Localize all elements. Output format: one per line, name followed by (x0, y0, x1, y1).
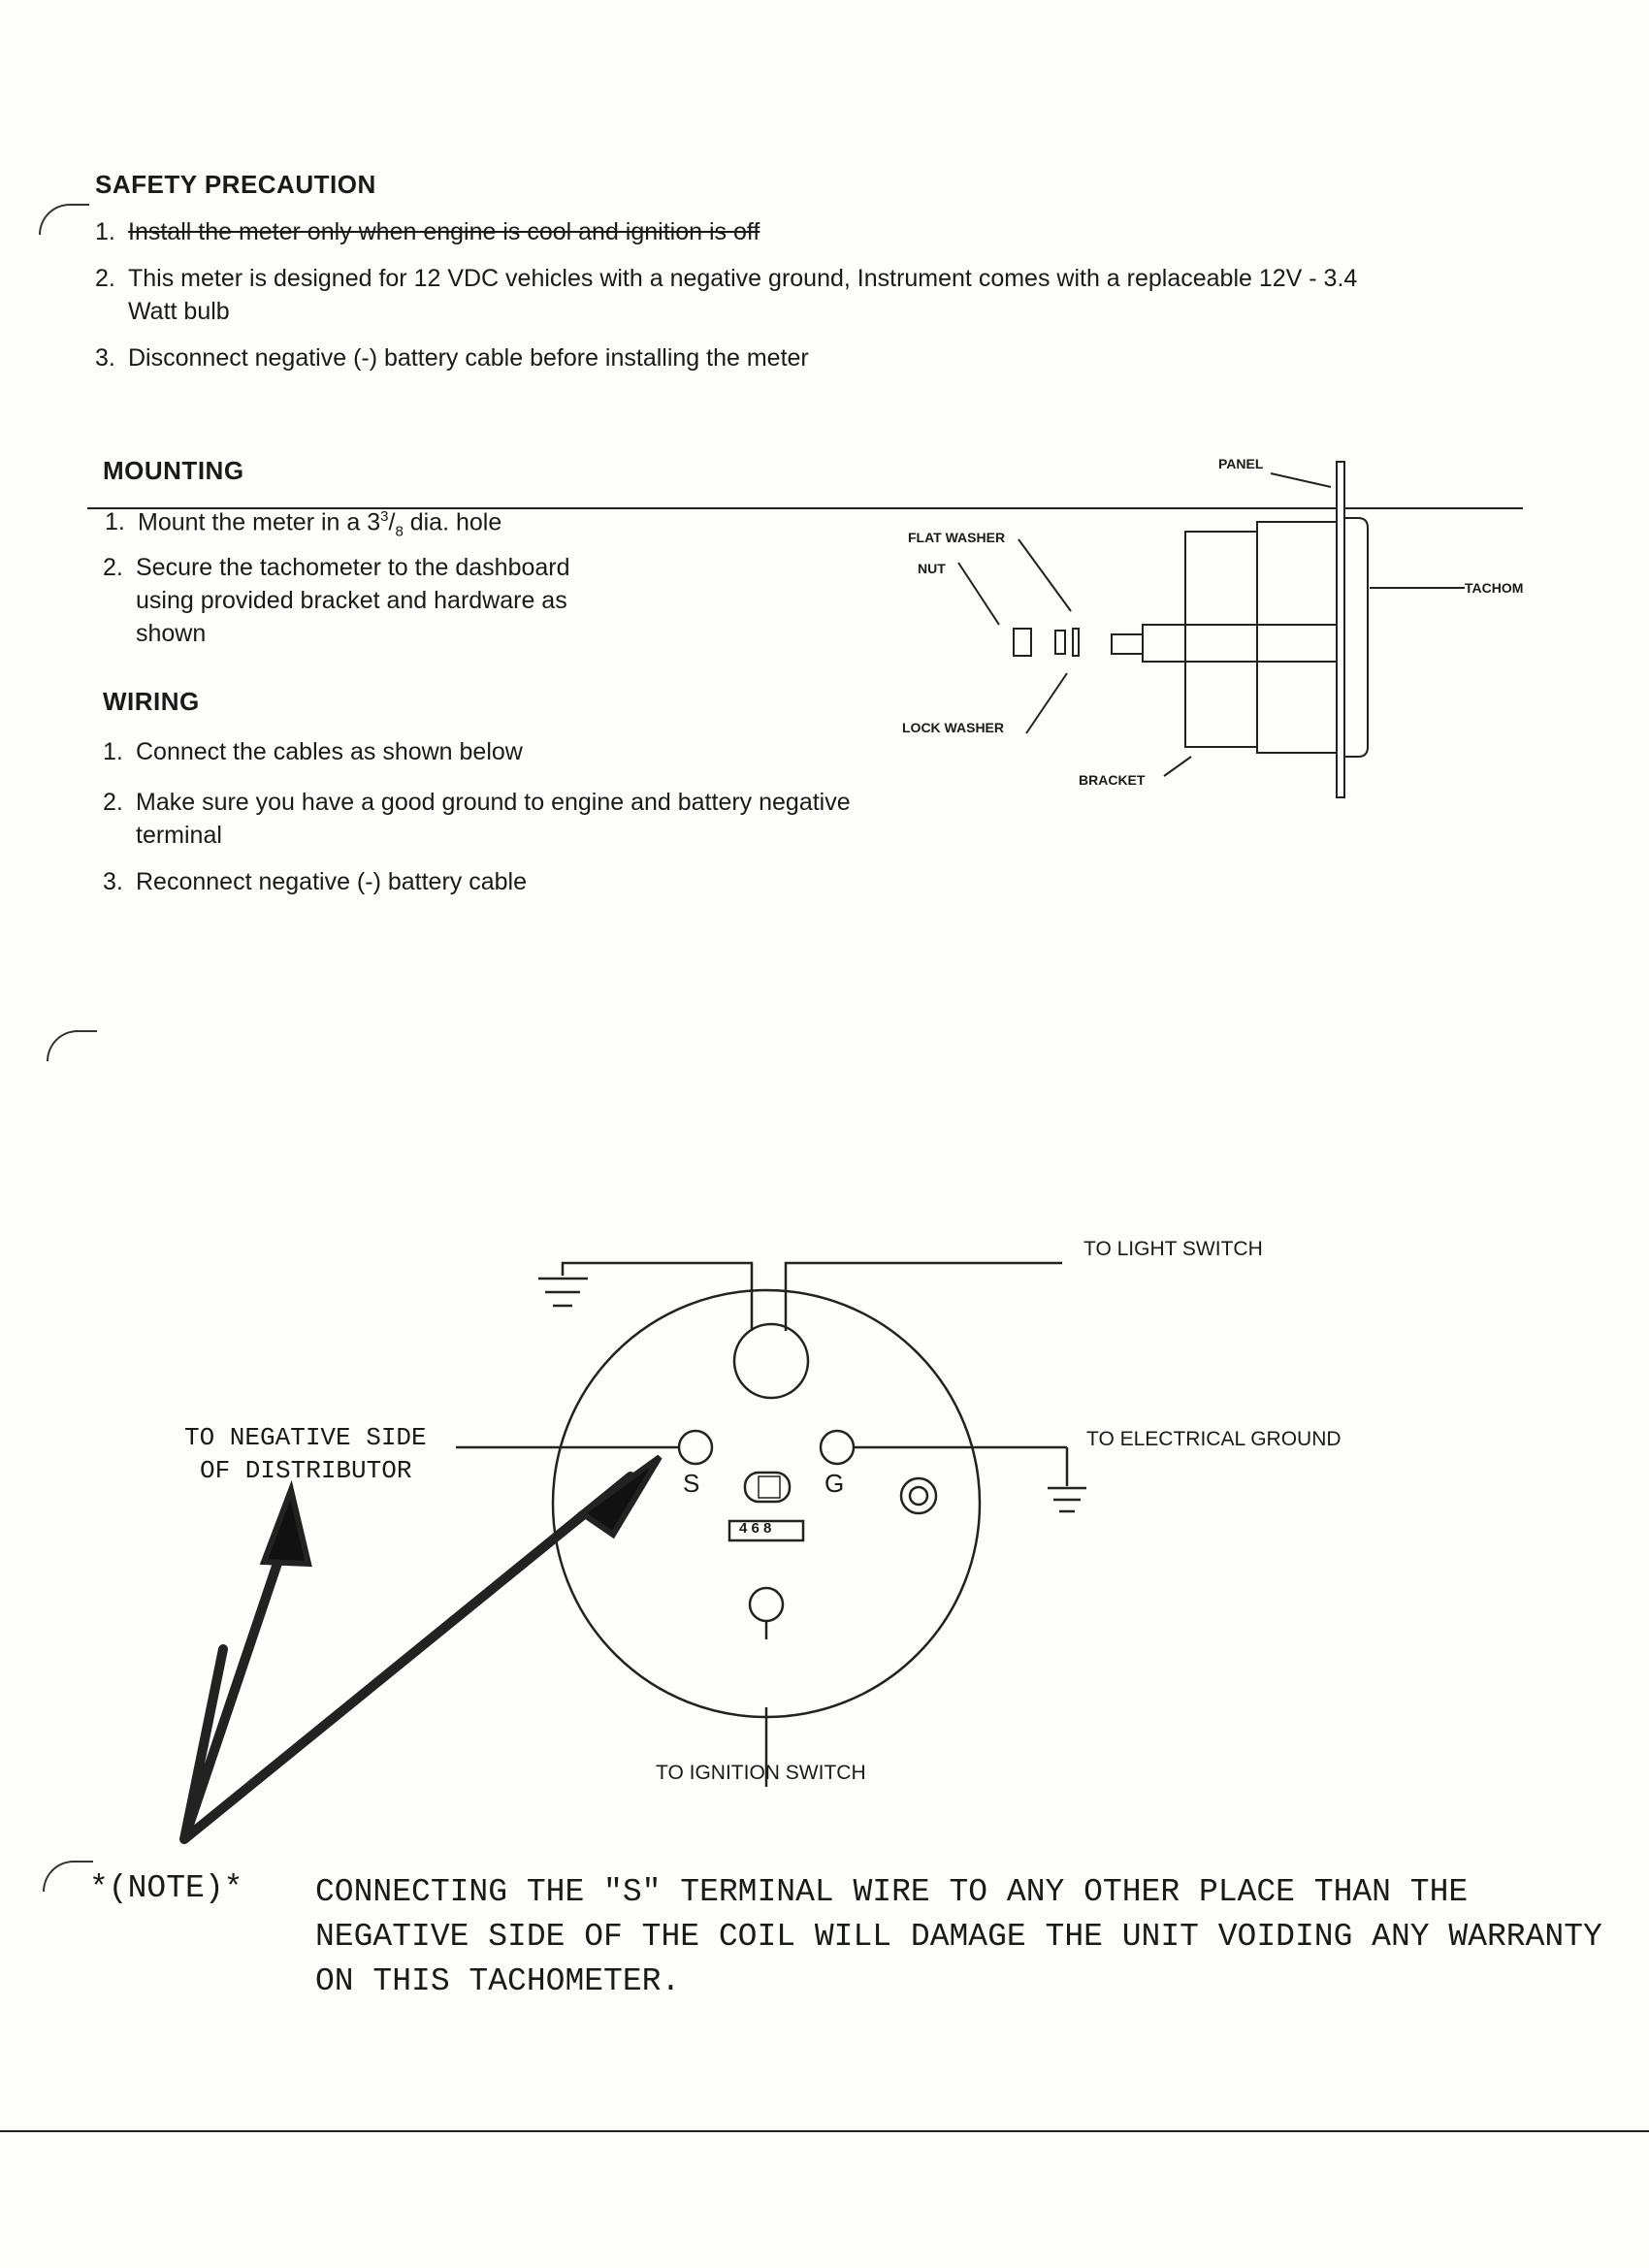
mounting-item-2: 2. Secure the tachometer to the dashboard using provided bracket and hardware as shown (103, 554, 570, 647)
label-nut: NUT (918, 561, 946, 576)
label-flat-washer: FLAT WASHER (908, 530, 1006, 545)
label-of-distributor: OF DISTRIBUTOR (200, 1456, 412, 1485)
terminal-g-label: G (824, 1469, 845, 1498)
note-text: CONNECTING THE "S" TERMINAL WIRE TO ANY OTHER PLACE THAN THE NEGATIVE SIDE OF THE COIL WILL DAMAGE THE UNIT VOIDING ANY WARRANTY ON THIS TACHOMETER. (315, 1874, 1602, 1999)
mounting-heading: MOUNTING (103, 456, 244, 485)
safety-item-3-text: Disconnect negative (-) battery cable before installing the meter (128, 344, 809, 372)
safety-item-2: 2. This meter is designed for 12 VDC vehicles with a negative ground, Instrument comes with a replaceable 12V - 3.4 Watt bulb (95, 262, 1531, 328)
safety-item-3: 3. Disconnect negative (-) battery cable before installing the meter (95, 344, 809, 372)
wiring-diagram (184, 1263, 1086, 1839)
safety-item-1: 1. Install the meter only when engine is cool and ignition is off (95, 218, 760, 245)
mounting-diagram (958, 462, 1465, 797)
label-to-negative-side: TO NEGATIVE SIDE (184, 1423, 427, 1452)
cylinder-selector-label: 4 6 8 (739, 1520, 772, 1537)
hole-punch-mark (39, 204, 89, 235)
hole-punch-mark (43, 1861, 93, 1892)
bottom-rule (0, 2130, 1649, 2132)
label-to-electrical-ground: TO ELECTRICAL GROUND (1086, 1428, 1342, 1450)
terminal-s-label: S (683, 1469, 700, 1498)
safety-item-2-cont: Watt bulb (128, 298, 230, 325)
label-to-ignition-switch: TO IGNITION SWITCH (656, 1762, 866, 1784)
label-panel: PANEL (1218, 456, 1264, 471)
mounting-item-1: 1. Mount the meter in a $3^3/_8$ dia. hole (105, 508, 502, 540)
label-tachom: TACHOM (1465, 580, 1524, 596)
label-lock-washer: LOCK WASHER (902, 720, 1004, 735)
safety-item-1-text: Install the meter only when engine is cool and ignition is off (128, 218, 760, 245)
wiring-item-1: 1. Connect the cables as shown below (103, 738, 523, 765)
note-key: *(NOTE)* (89, 1870, 243, 1906)
wiring-item-3: 3. Reconnect negative (-) battery cable (103, 868, 527, 895)
hole-punch-mark (47, 1030, 97, 1061)
label-bracket: BRACKET (1079, 772, 1146, 788)
safety-heading: SAFETY PRECAUTION (95, 170, 376, 199)
label-to-light-switch: TO LIGHT SWITCH (1083, 1238, 1263, 1260)
wiring-item-2: 2. Make sure you have a good ground to engine and battery negative terminal (103, 789, 851, 849)
wiring-heading: WIRING (103, 687, 200, 716)
safety-item-2-text: This meter is designed for 12 VDC vehicles with a negative ground, Instrument comes with a replaceable 12V - 3.4 (128, 265, 1358, 292)
